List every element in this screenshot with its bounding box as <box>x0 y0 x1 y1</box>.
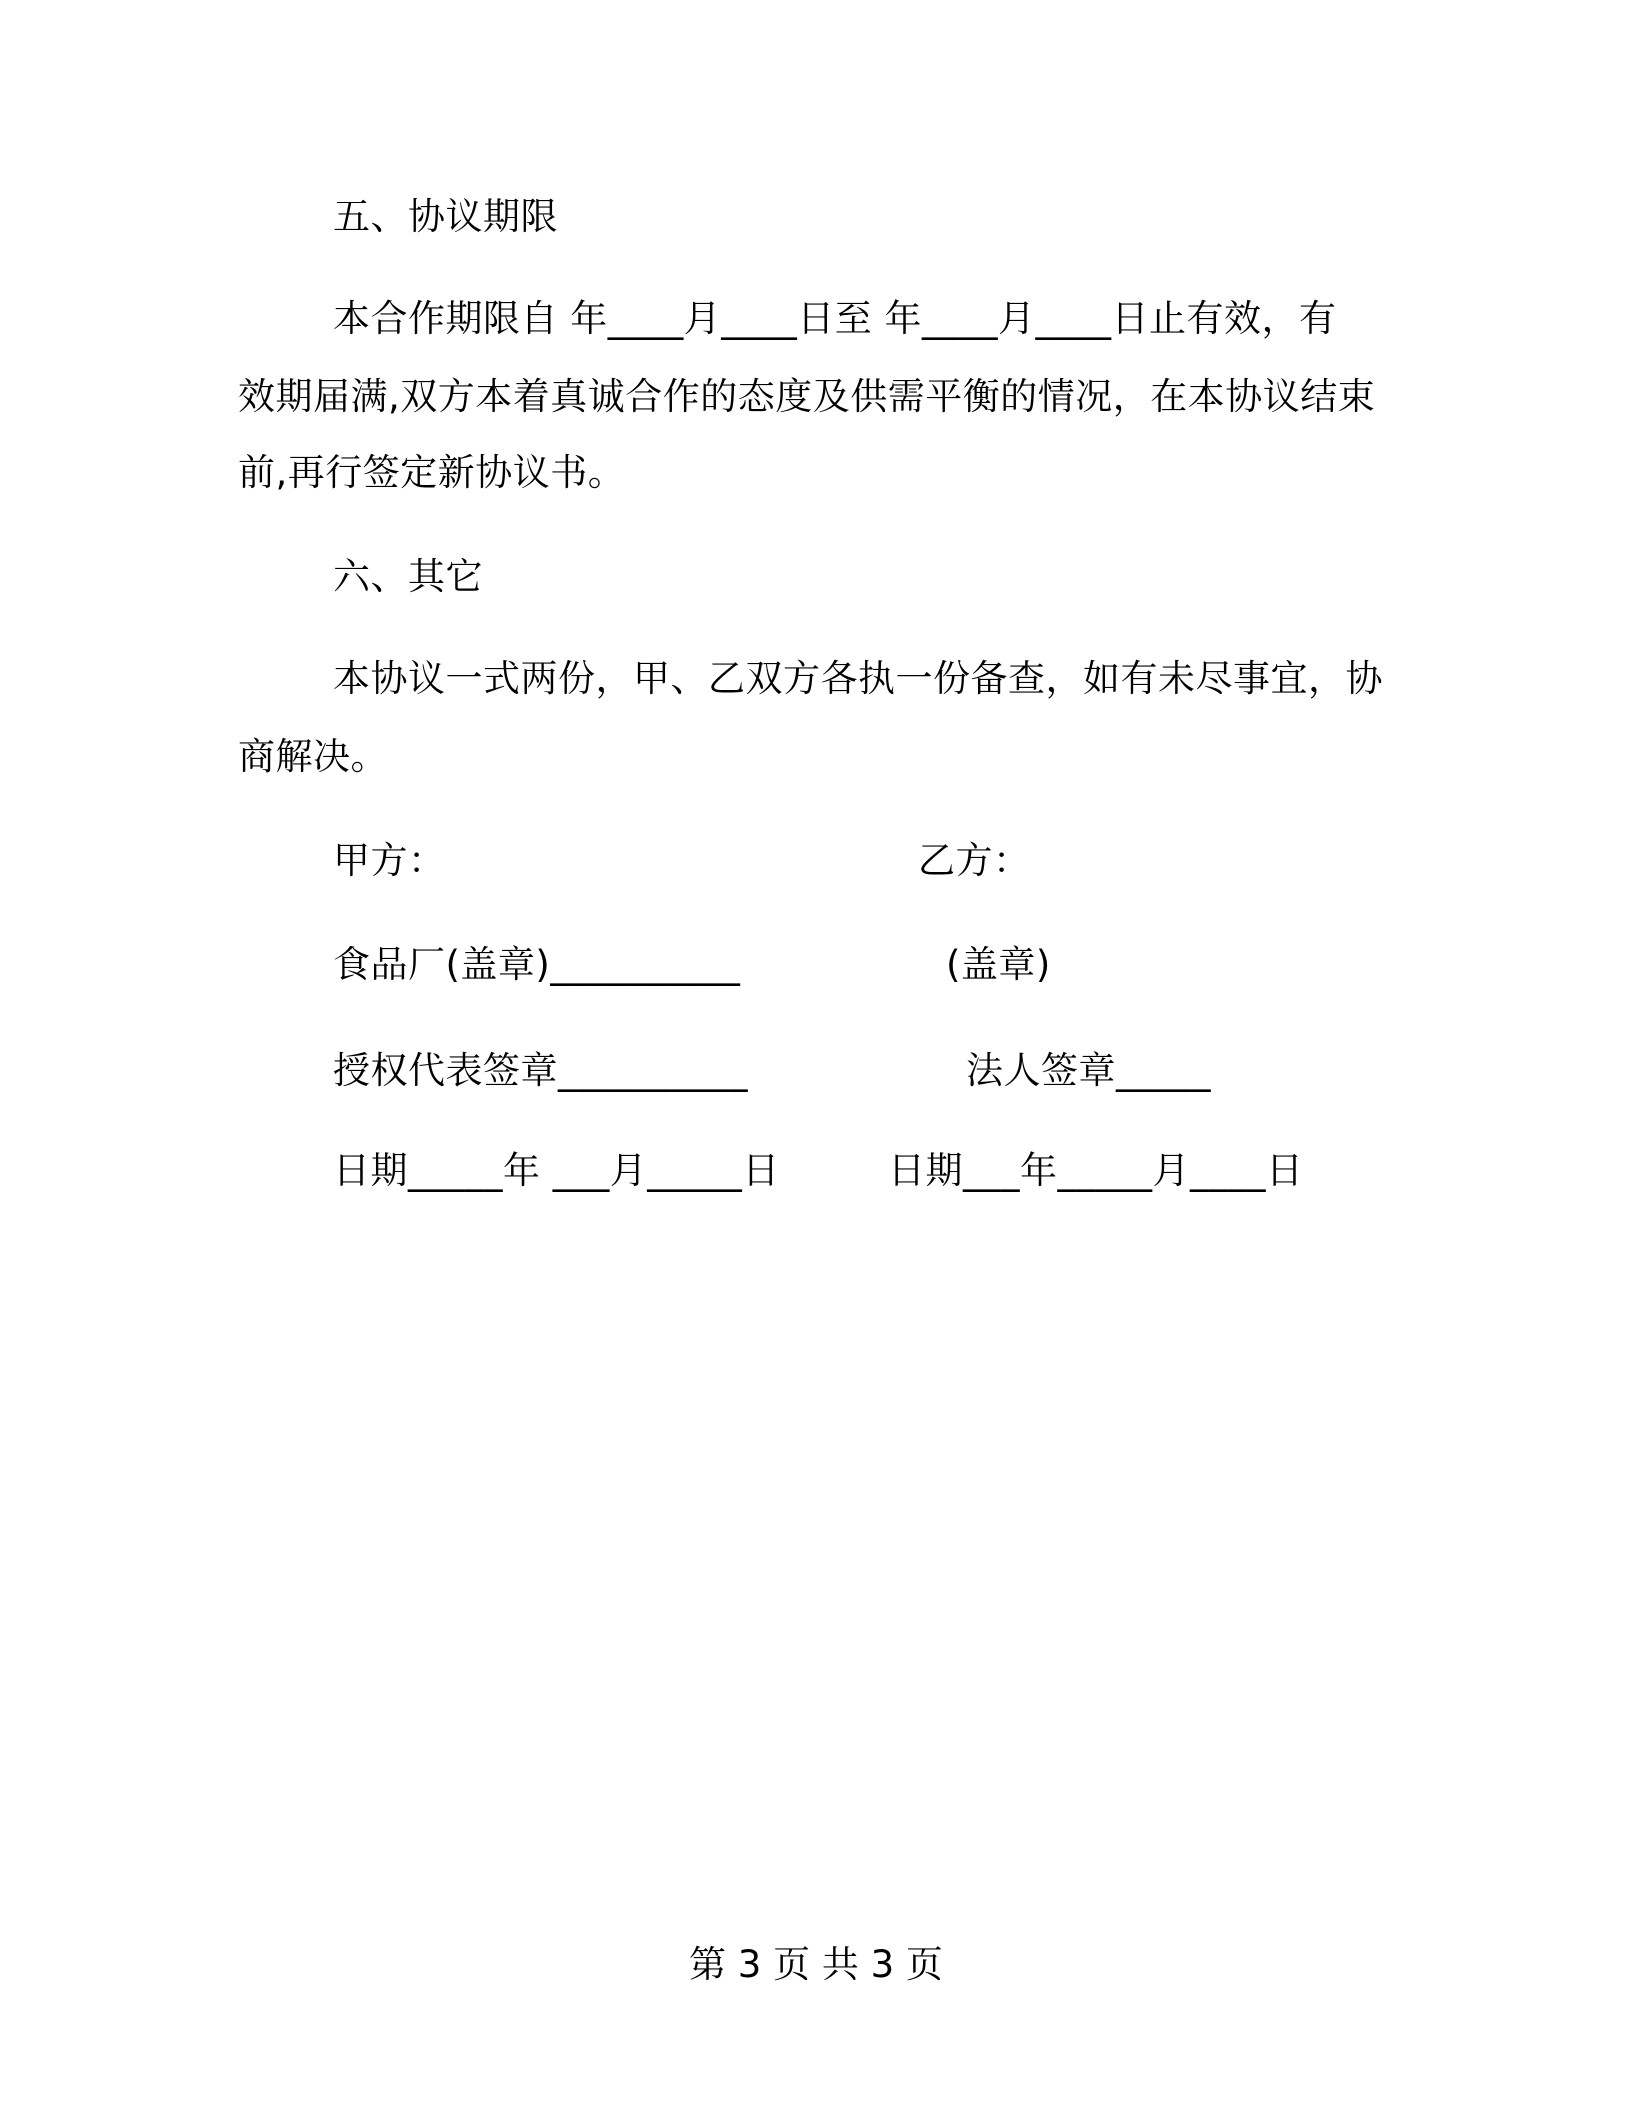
section-5-paragraph-line-1: 本合作期限自 年____月____日至 年____月____日止有效，有 <box>333 297 1337 340</box>
party-a-representative-signature: 授权代表签章__________ <box>333 1049 748 1092</box>
party-a-date: 日期_____年 ___月_____日 <box>333 1149 780 1192</box>
page-number: 第 3 页 共 3 页 <box>689 1943 943 1986</box>
party-b-label: 乙方： <box>918 839 1031 882</box>
section-6-paragraph-line-1: 本协议一式两份，甲、乙双方各执一份备查，如有未尽事宜，协 <box>333 657 1383 700</box>
section-6-paragraph-line-2: 商解决。 <box>238 735 388 778</box>
party-a-label: 甲方： <box>333 839 446 882</box>
party-b-legal-signature: 法人签章_____ <box>966 1049 1211 1092</box>
party-b-seal: (盖章) <box>946 943 1051 986</box>
party-b-date: 日期___年_____月____日 <box>888 1149 1304 1192</box>
section-5-heading: 五、协议期限 <box>333 195 558 238</box>
section-6-heading: 六、其它 <box>333 555 483 598</box>
section-5-paragraph-line-3: 前,再行签定新协议书。 <box>238 451 626 494</box>
party-a-company-seal: 食品厂(盖章)__________ <box>333 943 741 986</box>
section-5-paragraph-line-2: 效期届满,双方本着真诚合作的态度及供需平衡的情况，在本协议结束 <box>238 375 1376 418</box>
